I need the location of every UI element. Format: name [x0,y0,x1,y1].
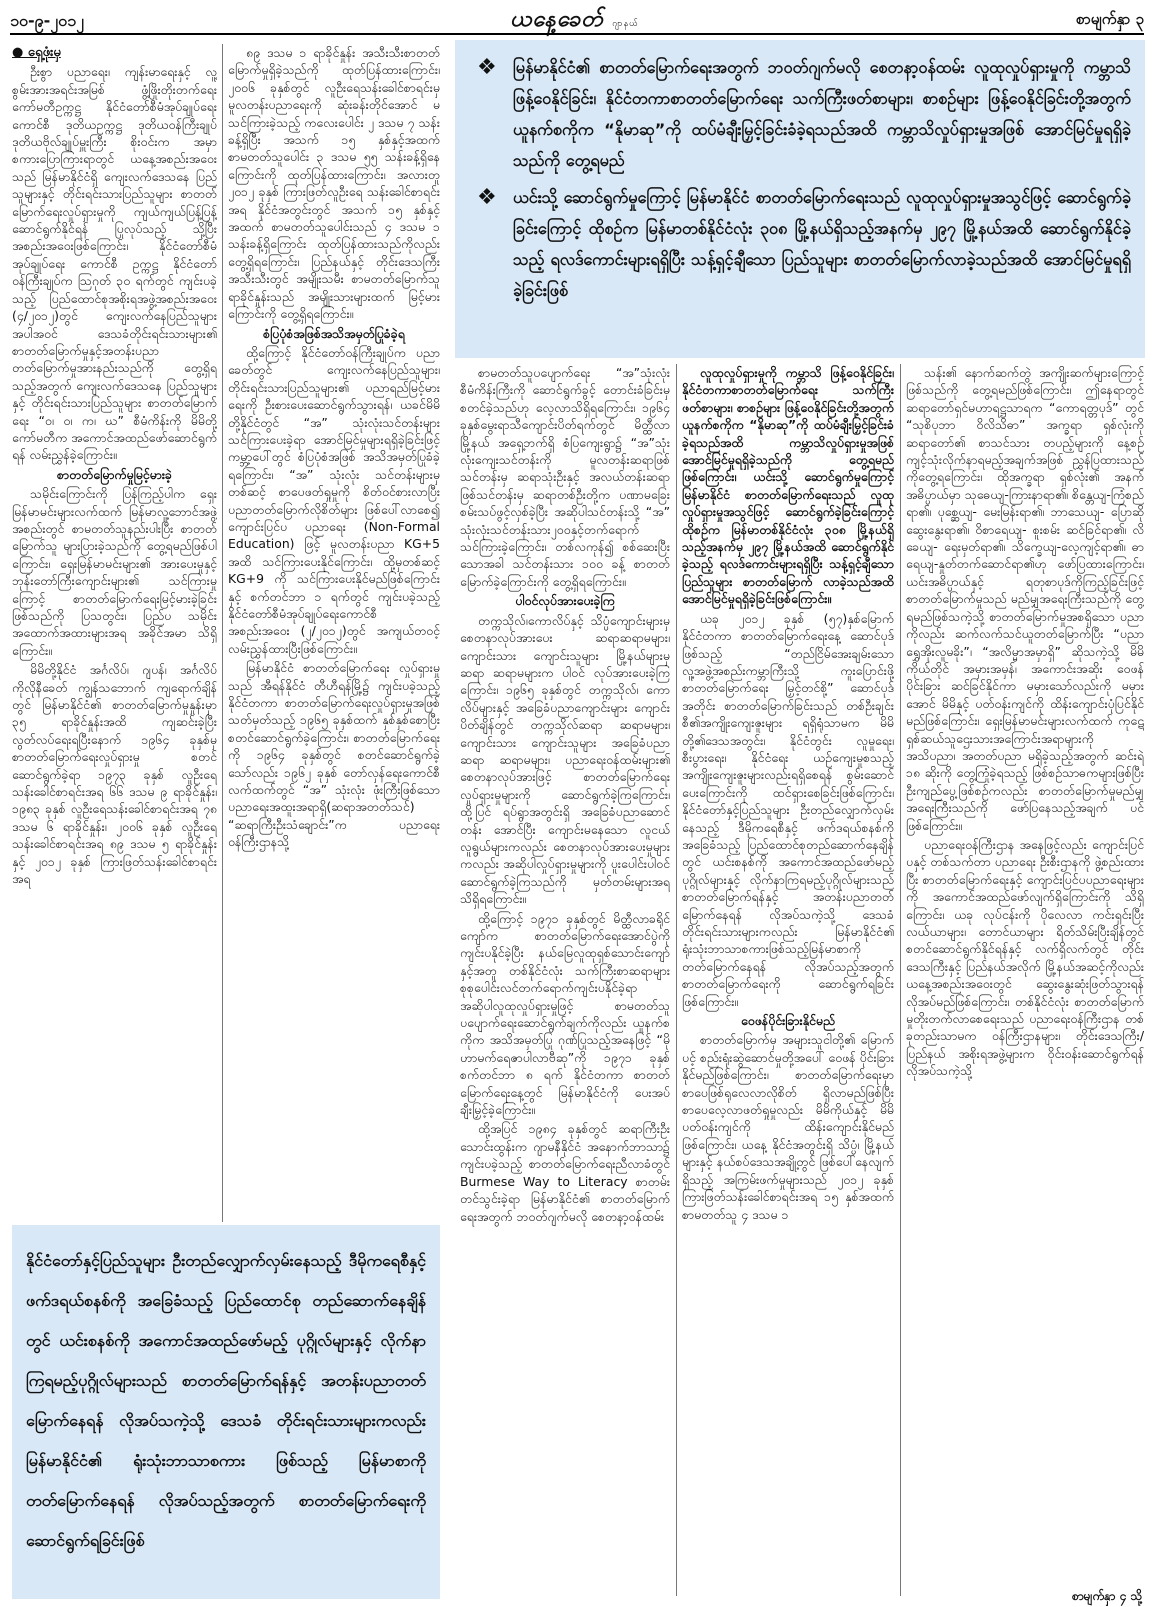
header-rule [10,33,1144,35]
continued-from-tag: ● ရှေ့ဖုံးမှ [12,45,61,60]
page-number: စာမျက်နှာ ၃ [1076,10,1144,28]
article-column-1 [12,44,217,1224]
paragraph: ယခု ၂၀၁၂ ခုနှစ် (၅၇)နှစ်မြောက် နိုင်ငံတကာ စာတတ်မြောက်ရေးနေ့ ဆောင်ပုဒ်ဖြစ်သည့် “တည်ငြိမ်အေးချမ်းသော လူ့အဖွဲ့အစည်းကမ္ဘာကြီးသို့ ကူးပြောင်းဖို့ စာတတ်မြောက်ရေး မြှင့်တင်စို့” ဆောင်ပုဒ်အတိုင်း စာတတ်မြောက်ခြင်းသည် တစ်ဦးချင်းစီ၏အကျိုးကျေးဇူးများ ရရှိရုံသာမက မိမိတို့၏ဒေသအတွင်း၊ နိုင်ငံတွင်း လူမှုရေး၊ စီးပွားရေး၊ နိုင်ငံရေး ယဉ်ကျေးမှုစသည့် အကျိုးကျေးဇူးများလည်းရရှိစေရန် စွမ်းဆောင်ပေးကြောင်းကို ထင်ရှားစေခြင်းဖြစ်ကြောင်း၊ နိုင်ငံတော်နှင့်ပြည်သူများ ဦးတည်လျှောက်လှမ်းနေသည့် ဒီမိုကရေစီနှင့် ဖက်ဒရယ်စနစ်ကို အခြေခံသည့် ပြည်ထောင်စုတည်ဆောက်နေချိန်တွင် ယင်းစနစ်ကို အကောင်အထည်ဖော်မည့် ပုဂ္ဂိုလ်များနှင့် လိုက်နာကြရမည့်ပုဂ္ဂိုလ်များသည် စာတတ်မြောက်ရန်နှင့် အတန်းပညာတတ်မြောက်နေရန် လိုအပ်သကဲ့သို့ ဒေသခံတိုင်းရင်းသားများကလည်း မြန်မာနိုင်ငံ၏ ရုံးသုံးဘာသာစကားဖြစ်သည့်မြန်မာစာကိုတတ်မြောက်နေရန် လိုအပ်သည့်အတွက် စာတတ်မြောက်ရေးကို ဆောင်ရွက်ရခြင်းဖြစ်ကြောင်း။ [682,610,894,1009]
paragraph: လူထုလှုပ်ရှားမှုကို ကမ္ဘာသိ ဖြန့်ဝေနိုင်ခြင်း၊ နိုင်ငံတကာစာတတ်မြောက်ရေး သက်ကြီးဖတ်စာများ၊ စာစဉ်များ ဖြန့်ဝေနိုင်ခြင်းတို့အတွက် ယူနက်စကိုက “နိုမာဆု”ကို ထပ်မံချီးမြှင့်ခြင်းခံခဲ့ရသည်အထိ ကမ္ဘာသိလှုပ်ရှားမှုအဖြစ် အောင်မြင်မှုရရှိခဲ့သည်ကို တွေ့ရမည်ဖြစ်ကြောင်း၊ ယင်းသို့ ဆောင်ရွက်မှုကြောင့် မြန်မာနိုင်ငံ စာတတ်မြောက်ရေးသည် လူထုလှုပ်ရှားမှုအသွင်ဖြင့် ဆောင်ရွက်ခဲ့ခြင်းကြောင့် ထိုစဉ်က မြန်မာတစ်နိုင်ငံလုံး ၃၀၈ မြို့နယ်ရှိသည့်အနက်မှ ၂၉၇ မြို့နယ်အထိ ဆောင်ရွက်နိုင်ခဲ့သည့် ရလဒ်ကောင်းများရရှိပြီး သန့်ရှင့်ချီသောပြည်သူများ စာတတ်မြောက် လာခဲ့သည်အထိ အောင်မြင်မှုရရှိခဲ့ခြင်းဖြစ်ကြောင်း။ [682,365,894,607]
subheading: ဝေဖန်ပိုင်းခြားနိုင်မည် [741,1013,835,1029]
paragraph: ပညာရေးဝန်ကြီးဌာန အနေဖြင့်လည်း ကျောင်းပြင်ပနှင့် တစ်သက်တာ ပညာရေး ဦးစီးဌာနကို ဖွဲ့စည်းထားပြီး စာတတ်မြောက်ရေးနှင့် ကျောင်းပြင်ပပညာရေးများကို အကောင်အထည်ဖော်လျက်ရှိကြောင်းကို သိရှိကြောင်း၊ ယခု လုပ်ငန်းကို ပိုလေလာ ကင်းရှင်းပြီး လယ်ယာများ၊ တောင်ယာများ ရိတ်သိမ်းပြီးချိန်တွင် စတင်ဆောင်ရွက်နိုင်ရန်နှင့် လက်ရှိလက်တွင် တိုင်းဒေသကြီးနှင့် ပြည်နယ်အလိုက် မြို့နယ်အဆင့်ကိုလည်း ယနေ့အစည်းအဝေးတွင် ဆွေးနွေးဆုံးဖြတ်သွားရန် လိုအပ်မည်ဖြစ်ကြောင်း၊ တစ်နိုင်ငံလုံး စာတတ်မြောက်မှုတိုးတက်လာစေရေးသည် ပညာရေးဝန်ကြီးဌာန တစ်ခုတည်းသာမက ဝန်ကြီးဌာနများ၊ တိုင်းဒေသကြီး/ ပြည်နယ် အစိုးရအဖွဲ့များက ဝိုင်းဝန်းဆောင်ရွက်ရန် လိုအပ်သကဲ့သို့ [906,836,1144,1079]
highlights-box [455,40,1145,358]
paragraph: မိမိတို့နိုင်ငံ အင်္ဂလိပ်၊ ဂျပန်၊ အင်္ဂလိပ်ကိုလိုနီခေတ် ကျွန်သဘောက် ကျရောက်ချိန်တွင် မြန်မာနိုင်ငံ၏ စာတတ်မြောက်မှုနှုန်းမှာ ၃၅ ရာခိုင်နှုန်းအထိ ကျဆင်းခဲ့ပြီး လွတ်လပ်ရေးရပြီးနောက် ၁၉၆၄ ခုနှစ်မှ စာတတ်မြောက်ရေးလှုပ်ရှားမှု စတင်ဆောင်ရွက်ခဲ့ရာ ၁၉၇၃ ခုနှစ် လူဦးရေသန်းခေါင်စာရင်းအရ ၆၆ ဒသမ ၉ ရာခိုင်နှုန်း၊ ၁၉၈၃ ခုနှစ် လူဦးရေသန်းခေါင်စာရင်းအရ ၇၈ ဒသမ ၆ ရာခိုင်နှုန်း၊ ၂၀၀၆ ခုနှစ် လူဦးရေသန်းခေါင်စာရင်းအရ ၈၉ ဒသမ ၅ ရာခိုင်နှုန်းနှင့် ၂၀၁၂ ခုနှစ် ကြားဖြတ်သန်းခေါင်စာရင်းအရ [12,662,217,887]
highlight-item [469,182,1131,306]
pull-quote-text: နိုင်ငံတော်နှင့်ပြည်သူများ ဦးတည်လျှောက်လှမ်းနေသည့် ဒီမိုကရေစီနှင့် ဖက်ဒရယ်စနစ်ကို အခြေခံသည့် ပြည်ထောင်စု တည်ဆောက်နေချိန်တွင် ယင်းစနစ်ကို အကောင်အထည်ဖော်မည့် ပုဂ္ဂိုလ်များနှင့် လိုက်နာကြရမည့်ပုဂ္ဂိုလ်များသည် စာတတ်မြောက်ရန်နှင့် အတန်းပညာတတ်မြောက်နေရန် လိုအပ်သကဲ့သို့ ဒေသခံ တိုင်းရင်းသားများကလည်း မြန်မာနိုင်ငံ၏ ရုံးသုံးဘာသာစကား ဖြစ်သည့် မြန်မာစာကို တတ်မြောက်နေရန် လိုအပ်သည့်အတွက် စာတတ်မြောက်ရေးကို ဆောင်ရွက်ရခြင်းဖြစ် [26,1251,426,1550]
issue-date: ၁၀-၉-၂၀၁၂ [10,11,84,30]
paragraph: ထို့ကြောင့် နိုင်ငံတော်ဝန်ကြီးချုပ်က ပညာခေတ်တွင် ကျေးလက်နေပြည်သူများ၊ တိုင်းရင်းသားပြည်သူများ၏ ပညာရည်မြင့်မားရေးကို ဦးစားပေးဆောင်ရွက်သွားရန်၊ ယခင်မိမိတို့နိုင်ငံတွင် “အ” သုံးလုံးသင်တန်းများ သင်ကြားပေးခဲ့ရာ အောင်မြင်မှုများရရှိခဲ့ခြင်းဖြင့် ကမ္ဘာ့ပေါ်တွင် စံပြပုံစံအဖြစ် အသိအမှတ်ပြုခံခဲ့ရကြောင်း၊ “အ” သုံးလုံး သင်တန်းများမှတစ်ဆင့် စာပေဖတ်ရှုမှုကို စိတ်ဝင်စားလာပြီး ပညာတတ်မြောက်လိုစိတ်များ ဖြစ်ပေါ်လာစေ၍ ကျောင်းပြင်ပ ပညာရေး (Non-Formal Education) ဖြင့် မူလတန်းပညာ KG+5 အထိ သင်ကြားပေးနိုင်ကြောင်း၊ ထို့မှတစ်ဆင့် KG+9 ကို သင်ကြားပေးနိုင်မည်ဖြစ်ကြောင်းနှင့် စက်တင်ဘာ ၁ ရက်တွင် ကျင်းပခဲ့သည့် နိုင်ငံတော်စီမံအုပ်ချုပ်ရေးကောင်စီ အစည်းအဝေး (၂/၂၀၁၂)တွင် အကျယ်တဝင့် လမ်းညွှန်ထားပြီးဖြစ်ကြောင်း။ [228,344,440,656]
article-column-3 [460,364,670,1599]
column-divider [222,44,223,1222]
paragraph: ၈၉ ဒသမ ၁ ရာခိုင်နှုန်း အသီးသီးစာတတ်မြောက်မှုရှိခဲ့သည်ကို ထုတ်ပြန်ထားကြောင်း၊ ၂၀၀၆ ခုနှစ်တွင် လူဦးရေသန်းခေါင်စာရင်းမှ မူလတန်းပညာရေးကို ဆုံးခန်းတိုင်အောင် မသင်ကြားခဲ့သည့် ကလေးပေါင်း ၂ ဒသမ ၇ သန်းခန့်ရှိပြီး အသက် ၁၅ နှစ်နှင့်အထက် စာမတတ်သူပေါင်း ၃ ဒသမ ၅၅ သန်းခန့်ရှိနေကြောင်းကို ထုတ်ပြန်ထားကြောင်း၊ အလားတူ ၂၀၁၂ ခုနှစ် ကြားဖြတ်လူဦးရေ သန်းခေါင်စာရင်းအရ နိုင်ငံအတွင်းတွင် အသက် ၁၅ နှစ်နှင့်အထက် စာမတတ်သူပေါင်းသည် ၄ ဒသမ ၁ သန်းခန့်ရှိကြောင်း ထုတ်ပြန်ထားသည်ကိုလည်း တွေ့ရှိရကြောင်း၊ ပြည်နယ်နှင့် တိုင်းဒေသကြီး အသီးသီးတွင် အမျိုးသမီး စာမတတ်မြောက်သူ ရာခိုင်နှုန်းသည် အမျိုးသားများထက် မြင့်မားကြောင်းကို တွေ့ရှိရကြောင်း။ [228,45,440,322]
paragraph: ဦးစွာ ပညာရေး၊ ကျန်းမာရေးနှင့် လူ့စွမ်းအားအရင်းအမြစ် ဖွံ့ဖြိုးတိုးတက်ရေးကော်မတီဥက္ကဋ္ဌ နိုင်ငံတော်စီမံအုပ်ချုပ်ရေးကောင်စီ ဒုတိယဥက္ကဋ္ဌ ဒုတိယဝန်ကြီးချုပ် ဒုတိယဗိုလ်ချုပ်မှူးကြီး စိုးဝင်းက အမှာစကားပြောကြားရာတွင် ယနေ့အစည်းအဝေးသည် မြန်မာနိုင်ငံရှိ ကျေးလက်ဒေသနေ ပြည်သူများနှင့် တိုင်းရင်းသားပြည်သူများ စာတတ်မြောက်ရေးလှုပ်ရှားမှုကို ကျယ်ကျယ်ပြန့်ပြန့်ဆောင်ရွက်နိုင်ရန် ပြုလုပ်သည့် သို့ပြီး အစည်းအဝေးဖြစ်ကြောင်း၊ နိုင်ငံတော်စီမံအုပ်ချုပ်ရေး ကောင်စီ ဥက္ကဋ္ဌ နိုင်ငံတော်ဝန်ကြီးချုပ်က ဩဂုတ် ၃၀ ရက်တွင် ကျင်းပခဲ့သည့် ပြည်ထောင်စုအစိုးရအဖွဲ့အစည်းအဝေး (၄/၂၀၁၂)တွင် ကျေးလက်နေပြည်သူများ အပါအဝင် ဒေသခံတိုင်းရင်းသားများ၏ စာတတ်မြောက်မှုနှင့်အတန်းပညာ တတ်မြောက်မှုအားနည်းသည်ကို တွေ့ရှိရသည့်အတွက် ကျေးလက်ဒေသနေ ပြည်သူများနှင့် တိုင်းရင်းသားပြည်သူများ စာတတ်မြောက်ရေး “ဝ၊ ဝ၊ က၊ ဃ” စီမံကိန်းကို မိမိတို့ကော်မတီက အကောင်အထည်ဖော်ဆောင်ရွက်ရန် လမ်းညွှန်ခဲ့ကြောင်း။ [12,64,217,463]
paragraph: ထို့ကြောင့် ၁၉၇၁ ခုနှစ်တွင် မိတ္ထီလာခရိုင်ကျော်က စာတတ်မြောက်ရေးအောင်ပွဲကို ကျင်းပနိုင်ခဲ့ပြီး နယ်မြေလူထုရှစ်သောင်းကျော်နှင့်အတူ တစ်နိုင်ငံလုံး သက်ကြီးစာဆရာများ စုစုပေါင်းလင်တက်ရောက်ကျင်းပနိုင်ခဲ့ရာ အဆိုပါလူထုလှုပ်ရှားမှုဖြင့် စာမတတ်သူပပျောက်ရေးဆောင်ရွက်ချက်ကိုလည်း ယူနက်စကိုက အသိအမှတ်ပြု ဂုဏ်ပြုသည့်အနေဖြင့် “မိုဟာမက်ရေဇာပါလာဗီဆု”ကို ၁၉၇၁ ခုနှစ် စက်တင်ဘာ ၈ ရက် နိုင်ငံတကာ စာတတ်မြောက်ရေးနေ့တွင် မြန်မာနိုင်ငံကို ပေးအပ်ချီးမြှင့်ခဲ့ကြောင်း။ [460,910,670,1118]
page-header [10,4,1144,34]
article-column-2 [228,44,440,1224]
highlight-text: မြန်မာနိုင်ငံ၏ စာတတ်မြောက်ရေးအတွက် ဘဝတ်ဂျက်မလို စေတနာ့ဝန်ထမ်း လူထုလှုပ်ရှားမှုကို ကမ္ဘာသိဖြန့်ဝေနိုင်ခြင်း၊ နိုင်ငံတကာစာတတ်မြောက်ရေး သက်ကြီးဖတ်စာများ၊ စာစဉ်များ ဖြန့်ဝေနိုင်ခြင်းတို့အတွက် ယူနက်စကိုက “နိုမာဆု”ကို ထပ်မံချီးမြှင့်ခြင်းခံခဲ့ရသည်အထိ ကမ္ဘာသိလှုပ်ရှားမှုအဖြစ် အောင်မြင်မှုရရှိခဲ့သည်ကို တွေ့ရမည် [513,58,1131,170]
diamond-bullet-icon: ❖ [477,185,497,210]
pull-quote-box [12,1225,440,1599]
highlight-text: ယင်းသို့ ဆောင်ရွက်မှုကြောင့် မြန်မာနိုင်ငံ စာတတ်မြောက်ရေးသည် လူထုလှုပ်ရှားမှုအသွင်ဖြင့် ဆောင်ရွက်ခဲ့ခြင်းကြောင့် ထိုစဉ်က မြန်မာတစ်နိုင်ငံလုံး ၃၀၈ မြို့နယ်ရှိသည့်အနက်မှ ၂၉၇ မြို့နယ်အထိ ဆောင်ရွက်နိုင်ခဲ့သည့် ရလဒ်ကောင်းများရရှိပြီး သန့်ရှင့်ချီသော ပြည်သူများ စာတတ်မြောက်လာခဲ့သည်အထိ အောင်မြင်မှုရရှိခဲ့ခြင်းဖြစ် [513,188,1131,300]
paragraph: သန်း၏ နောက်ဆက်တွဲ အကျိုးဆက်များကြောင့်ဖြစ်သည်ကို တွေ့ရမည်ဖြစ်ကြောင်း၊ ဤနေရာတွင် ဆရာတော်ရှင်မဟာရဋ္ဌသာရက “ကောရတ္တပုဒ်” တွင် “သုစိပုဘာ ဝိလိသိဓာ” အက္ခရာ ရှစ်လုံးကို ဆရာတော်၏ စာသင်သား တပည့်များကို နေ့စဉ် ကျင့်သုံးလိုက်နာရမည့်အချက်အဖြစ် ညွှန်ပြထားသည်ကိုတွေ့ရကြောင်း၊ ထိုအက္ခရာ ရှစ်လုံး၏ အနက်အဓိပ္ပာယ်မှာ သုဓေယျ-ကြားနာရာ၏၊ စိန္တေယျ-ကြံစည်ရာ၏၊ ပုစ္ဆေယျ- မေးမြန်းရာ၏၊ ဘာသေယျ- ပြောဆို ဆွေးနွေးရာ၏၊ ဝိစာရေယျ- စူးစမ်း ဆင်ခြင်ရာ၏၊ လိခေယျ- ရေးမှတ်ရာ၏၊ သိက္ခေယျ-လေ့ကျင့်ရာ၏၊ ဓာရေယျ-နှုတ်တက်ဆောင်ရာ၏ဟု ဖော်ပြထားကြောင်း၊ ယင်းအဓိပ္ပာယ်နှင့် ရတုစာပုဒ်ကိုကြည့်ခြင်းဖြင့် စာတတ်မြောက်မှုသည် မည်မျှအရေးကြီးသည်ကို တွေ့ရမည်ဖြစ်သကဲ့သို့ စာတတ်မြောက်မှုအစရှိသော ပညာကိုလည်း ဆက်လက်သင်ယူတတ်မြောက်ပြီး “ပညာရွှေအိုးလူမခိုး”၊ “အလိမ္မာအမှာရှိ” ဆိုသကဲ့သို့ မိမိကိုယ်တိုင် အမှားအမှန်၊ အကောင်းအဆိုး ဝေဖန်ပိုင်းခြား ဆင်ခြင်နိုင်ကာ မမှားသော်လည်းကို မမှားအောင် မိမိနှင့် ပတ်ဝန်းကျင်ကို ထိန်းကျောင်းပုံပြင်နိုင်မည်ဖြစ်ကြောင်း၊ ရှေးမြန်မာမင်းများလက်ထက် ကုဋေရှစ်ဆယ်သူဌေးသားအကြောင်းအရာများကို အသိပညာ၊ အတတ်ပညာ မရှိခဲ့သည့်အတွက် ဆင်းရဲ ၁၈ ဆိုးကို တွေ့ကြုံခဲ့ရသည့် ဖြစ်စဉ်သာဓကများဖြစ်ပြီး ဦးကျည်ပွေ့ဖြစ်စဉ်ကလည်း စာတတ်မြောက်မှုမည်မျှ အရေးကြီးသည်ကို ဖော်ပြနေသည့်အချက် ပင်ဖြစ်ကြောင်း။ [906,365,1144,833]
paragraph: စာမတတ်သူပပျောက်ရေး “အ”သုံးလုံး စီမံကိန်းကြီးကို ဆောင်ရွက်ခွင့် တောင်းခံခြင်းမှ စတင်ခဲ့သည်ဟု လေ့လာသိရှိရကြောင်း၊ ၁၉၆၄ ခုနှစ်မွေးရာသီကျောင်းပိတ်ရက်တွင် မိတ္ထီလာမြို့နယ် အရှေ့ဘက်ရှိ စံပြကျေးရွာ၌ “အ”သုံးလုံးကျေးသင်တန်းကို မူလတန်းဆရာဖြစ်သင်တန်းမှ ဆရာသုံးဦးနှင့် အလယ်တန်းဆရာဖြစ်သင်တန်းမှ ဆရာတစ်ဦးတို့က ပဏာမခြေးစမ်းသပ်ဖွင့်လှစ်ခဲ့ပြီး အဆိုပါသင်တန်းသို့ “အ” သုံးလုံးသင်တန်းသား၂၀၀နှင့်တက်ရောက်သင်ကြားခဲ့ကြောင်း၊ တစ်လကုန်၍ စစ်ဆေးပြီးသောအခါ သင်တန်းသား ၁၀၀ ခန့် စာတတ်မြောက်ခဲ့ကြောင်းကို တွေ့ရှိရကြောင်း။ [460,365,670,589]
masthead-title: ယနေ့ခေတ် [510,7,604,32]
continued-on-label: စာမျက်နှာ ၄ သို့ [1071,1589,1142,1603]
article-column-4 [682,364,894,1599]
paragraph: မြန်မာနိုင်ငံ စာတတ်မြောက်ရေး လှုပ်ရှားမှုသည် အီရန်နိုင်ငံ တီဟီရန်မြို့၌ ကျင်းပခဲ့သည့် နိုင်ငံတကာ စာတတ်မြောက်ရေးလှုပ်ရှားမှုအဖြစ် သတ်မှတ်သည့် ၁၉၆၅ ခုနှစ်ထက် နှစ်နှစ်စောပြီး စတင်ဆောင်ရွက်ခဲ့ကြောင်း၊ စာတတ်မြောက်ရေးကို ၁၉၆၄ ခုနှစ်တွင် စတင်ဆောင်ရွက်ခဲ့သော်လည်း ၁၉၆၂ ခုနှစ် တော်လှန်ရေးကောင်စီ လက်ထက်တွင် “အ” သုံးလုံး ဖုံးကြီးဖြစ်သော ပညာရေးအထူးအရာရှိ(ဆရာအတတ်သင်) “ဆရာကြီးဦးသံချောင်း”က ပညာရေးဝန်ကြီးဌာနသို့ [228,660,440,850]
paragraph: စာတတ်မြောက်မှ အများသူငါတို့၏ မြောက်ပင့် စည်းရုံးဆွဲဆောင်မှုတို့အပေါ် ဝေဖန် ပိုင်းခြားနိုင်မည်ဖြစ်ကြောင်း၊ စာတတ်မြောက်ရေးမှာ စာပေဖြစ်ရုလေလာလိုစိတ် ရှိလာမည်ဖြစ်ပြီး စာပေလေ့လာဖတ်ရှုမှုလည်း မိမိကိုယ်နှင့် မိမိပတ်ဝန်းကျင်ကို ထိန်းကျောင်းနိုင်မည်ဖြစ်ကြောင်း၊ ယနေ့ နိုင်ငံအတွင်းရှိ သိပ္ပံ၊ မြို့နယ်များနှင့် နယ်စပ်ဒေသအချို့တွင် ဖြစ်ပေါ်နေလျက်ရှိသည့် အကြမ်းဖက်မှုများသည် ၂၀၁၂ ခုနှစ် ကြားဖြတ်သန်းခေါင်စာရင်းအရ ၁၅ နှစ်အထက် စာမတတ်သူ ၄ ဒသမ ၁ [682,1032,894,1222]
column-divider [900,364,901,1596]
paragraph: ထို့အပြင် ၁၉၈၄ ခုနှစ်တွင် ဆရာကြီးဦးသောင်းထွန်းက ဂျာမနီနိုင်ငံ အနောက်ဘာသာ၌ ကျင်းပခဲ့သည့် စာတတ်မြောက်ရေးညီလာခံတွင် Burmese Way to Literacy စာတမ်း တင်သွင်းခဲ့ရာ မြန်မာနိုင်ငံ၏ စာတတ်မြောက်ရေးအတွက် ဘဝတ်ဂျက်မလို စေတနာ့ဝန်ထမ်း [460,1121,670,1224]
highlight-item [469,52,1131,176]
paragraph: တက္ကသိုလ်၊ကောလိပ်နှင့် သိပ္ပံကျောင်းများမှ စေတနာလုပ်အားပေး ဆရာဆရာမများ၊ ကျောင်းသား ကျောင်းသူများ မြို့နယ်များမှ ဆရာ ဆရာမများက ပါဝင် လုပ်အားပေးခဲ့ကြကြောင်း၊ ၁၉၆၅ ခုနှစ်တွင် တက္ကသိုလ်၊ ကောလိပ်များနှင့် အခြေခံပညာကျောင်းများ ကျောင်းပိတ်ချိန်တွင် တက္ကသိုလ်ဆရာ ဆရာမများ၊ ကျောင်းသား ကျောင်းသူများ အခြေခံပညာ ဆရာ ဆရာမများ၊ ပညာရေးဝန်ထမ်းများ၏ စေတနာလုပ်အားဖြင့် စာတတ်မြောက်ရေးလှုပ်ရှားမှုများကို ဆောင်ရွက်ခဲ့ကြကြောင်း၊ ထို့ပြင် ရပ်ရွာအတွင်းရှိ အခြေခံပညာဆောင်တန်း အောင်ပြီး ကျောင်းမနေသော လူငယ်လူရွယ်များကလည်း စေတနာလုပ်အားပေးမှုများကလည်း အဆိုပါလှုပ်ရှားမှုများကို ပူးပေါင်းပါဝင်ဆောင်ရွက်ခဲ့ကြသည်ကို မှတ်တမ်းများအရ သိရှိရကြောင်း။ [460,612,670,907]
diamond-bullet-icon: ❖ [477,55,497,80]
masthead-subtitle: ဂျာနယ် [612,19,639,29]
subheading: ပါဝင်လုပ်အားပေးခဲ့ကြ [515,593,615,609]
subheading: စံပြပုံစံအဖြစ်အသိအမှတ်ပြုခံခဲ့ရ [263,325,405,341]
article-column-5 [906,364,1144,1599]
column-divider [676,364,677,1596]
subheading: စာတတ်မြောက်မှုမြင့်မားခဲ့ [57,466,172,482]
paragraph: သမိုင်းကြောင်းကို ပြန်ကြည့်ပါက ရှေးမြန်မာမင်းများလက်ထက် မြန်မာလူ့ဘောင်အဖွဲ့အစည်းတွင် စာမတတ်သူနည်းပါးပြီး စာတတ်မြောက်သူ များပြားခဲ့သည်ကို တွေ့ရမည်ဖြစ်ပါကြောင်း၊ ရှေးမြန်မာမင်းများ၏ အားပေးမှုနှင့် ဘုန်းတော်ကြီးကျောင်းများ၏ သင်ကြားမှုကြောင့် စာတတ်မြောက်ရေးမြင့်မားခဲ့ခြင်းဖြစ်သည်ကို ပြသတွင်း၊ ပြည်ပ သမိုင်းအထောက်အထားများအရ အခိုင်အမာ သိရှိကြောင်း။ [12,486,217,658]
